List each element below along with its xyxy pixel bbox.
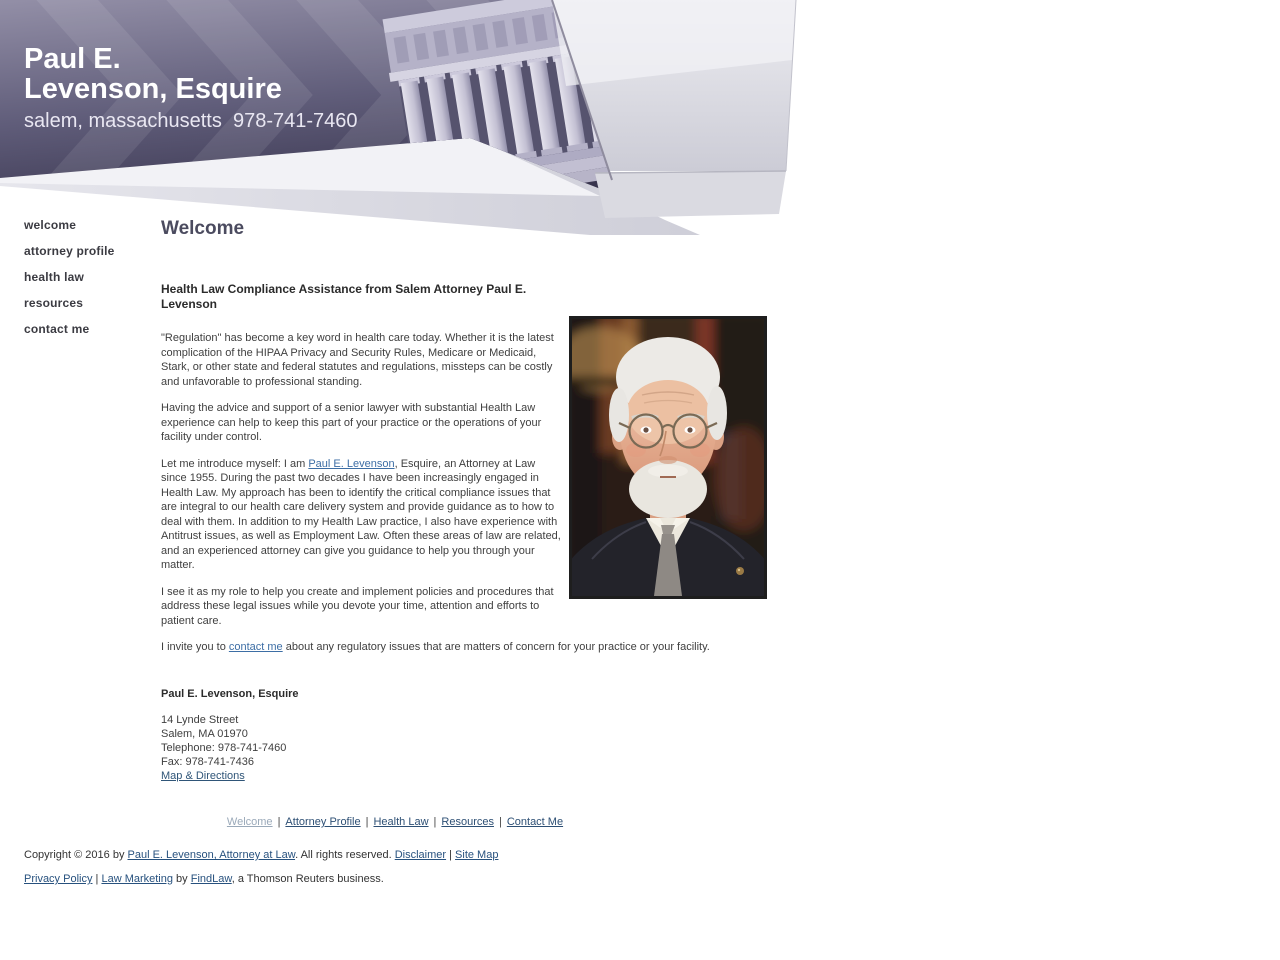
footer-nav: [0, 816, 790, 828]
footer-link-welcome[interactable]: Welcome: [226, 816, 273, 828]
signature-name: Paul E. Levenson, Esquire: [161, 687, 299, 700]
page-title: Welcome: [161, 218, 245, 239]
footer-separator: |: [498, 816, 502, 828]
header-text: [24, 44, 358, 133]
paragraph-text: Let me introduce myself: I am: [161, 457, 309, 470]
paragraph-regulation: "Regulation" has become a key word in health care today. Whether it is the latest complication of the HIPAA Privacy and Security Rules, Medicare or Medicaid, Stark, or other state and federal statutes and regulations, missteps can be costly and unfavorable to professional standing.: [161, 332, 554, 388]
footer-separator: |: [365, 816, 369, 828]
copyright-text: by: [173, 873, 191, 885]
copyright-text: . All rights reserved.: [295, 849, 395, 861]
address-fax: Fax: 978-741-7436: [161, 755, 254, 768]
copyright: [24, 849, 498, 897]
map-directions-link[interactable]: Map & Directions: [161, 769, 245, 782]
paragraph-text: I invite you to: [161, 641, 229, 653]
sidebar-nav: [24, 216, 115, 346]
findlaw-link[interactable]: FindLaw: [190, 873, 232, 885]
footer-separator: |: [433, 816, 437, 828]
site-map-link[interactable]: Site Map: [455, 849, 499, 861]
copyright-separator: |: [446, 849, 456, 861]
paragraph-text: , Esquire, an Attorney at Law since 1955. During the past two decades I have been increasingly engaged in Health Law. My approach has been to identify the critical compliance issues that are integral to our health care delivery system and provide guidance as to how to deal with them. In addition to my Health Law practice, I also have experience with Antitrust issues, as well as Employment Law. Often these areas of law are related, and an experienced attorney can give you guidance to help you through your matter.: [161, 457, 561, 571]
contact-me-link[interactable]: contact me: [228, 641, 283, 653]
sidebar-item-attorney-profile[interactable]: attorney profile: [24, 244, 115, 258]
sidebar-row: [24, 320, 115, 346]
sidebar-item-health-law[interactable]: health law: [24, 270, 85, 284]
footer-separator: |: [277, 816, 281, 828]
sidebar-row: [24, 216, 115, 242]
paragraph-text: about any regulatory issues that are matters of concern for your practice or your facility.: [282, 641, 710, 653]
attorney-portrait-image: [572, 319, 764, 596]
paragraph-invite: [161, 640, 767, 655]
copyright-text: , a Thomson Reuters business.: [231, 873, 384, 885]
site-tagline: salem, massachusetts 978-741-7460: [24, 110, 358, 132]
sidebar-row: [24, 294, 115, 320]
sidebar-row: [24, 268, 115, 294]
copyright-separator: |: [92, 873, 102, 885]
privacy-policy-link[interactable]: Privacy Policy: [24, 873, 93, 885]
copyright-line2: [24, 873, 498, 886]
copyright-line1: [24, 849, 498, 862]
attorney-portrait: [569, 316, 767, 599]
main-content: [161, 218, 767, 783]
sidebar-row: [24, 242, 115, 268]
site-header: [0, 0, 1280, 235]
body-copy: [161, 282, 767, 783]
site-title-line1: Paul E.: [24, 43, 121, 75]
copyright-text: Copyright © 2016 by: [24, 849, 128, 861]
footer-link-contact-me[interactable]: Contact Me: [506, 816, 564, 828]
address-street: 14 Lynde Street: [161, 713, 239, 726]
footer-link-health-law[interactable]: Health Law: [373, 816, 429, 828]
attorney-profile-link[interactable]: Paul E. Levenson: [308, 457, 395, 470]
sidebar-item-resources[interactable]: resources: [24, 296, 84, 310]
sidebar-item-contact-me[interactable]: contact me: [24, 322, 90, 336]
intro-heading: Health Law Compliance Assistance from Salem Attorney Paul E. Levenson: [161, 282, 527, 311]
sidebar-item-welcome[interactable]: welcome: [24, 218, 77, 232]
law-marketing-link[interactable]: Law Marketing: [101, 873, 173, 885]
firm-link[interactable]: Paul E. Levenson, Attorney at Law: [127, 849, 296, 861]
footer-link-attorney-profile[interactable]: Attorney Profile: [285, 816, 361, 828]
site-title: [24, 44, 358, 104]
address-telephone: Telephone: 978-741-7460: [161, 741, 287, 754]
paragraph-advice: Having the advice and support of a senior lawyer with substantial Health Law experience can help to keep this part of your practice or the operations of your facility under control.: [161, 402, 542, 443]
site-title-line2: Levenson, Esquire: [24, 73, 282, 105]
address-city: Salem, MA 01970: [161, 727, 248, 740]
address-block: [161, 713, 767, 783]
disclaimer-link[interactable]: Disclaimer: [394, 849, 447, 861]
footer-link-resources[interactable]: Resources: [441, 816, 494, 828]
paragraph-role: I see it as my role to help you create and implement policies and procedures that address these legal issues while you devote your time, attention and efforts to patient care.: [161, 585, 554, 627]
